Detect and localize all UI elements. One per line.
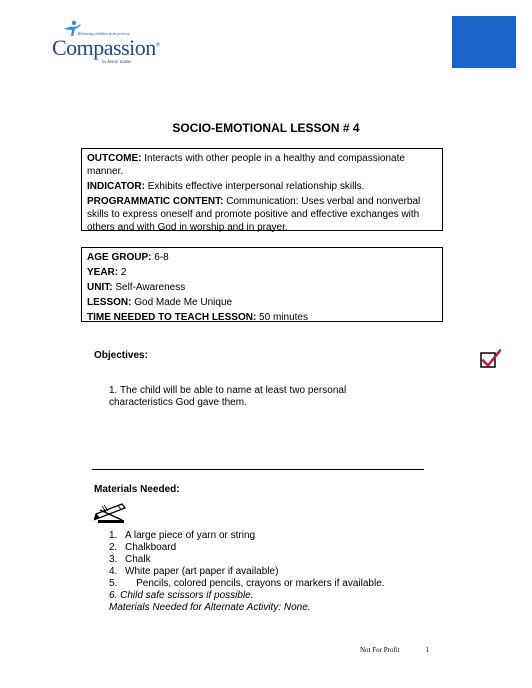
compassion-logo <box>52 20 172 70</box>
objectives-heading: Objectives: <box>94 350 148 361</box>
footer-text: Not For Profit <box>360 646 400 654</box>
list-item: 1. A large piece of yarn or string <box>109 530 256 541</box>
alternate-materials-line: Materials Needed for Alternate Activity: None. <box>109 602 311 613</box>
list-item: 2. Chalkboard <box>109 542 177 553</box>
indicator-line: INDICATOR: Exhibits effective interpersonal relationship skills. <box>87 181 365 192</box>
page-number: 1 <box>425 646 430 654</box>
logo-subline: in Jesus' name <box>102 60 131 65</box>
logo-tagline: Releasing children from poverty <box>78 31 130 36</box>
age-group-line: AGE GROUP: 6-8 <box>87 252 169 263</box>
list-item: 5. Pencils, colored pencils, crayons or markers if available. <box>109 578 385 589</box>
list-item: 3. Chalk <box>109 554 151 565</box>
outcome-line: OUTCOME: Interacts with other people in a healthy and compassionate manner. <box>87 153 405 177</box>
lesson-info-box <box>81 247 443 322</box>
list-item: 6. Child safe scissors if possible. <box>109 590 254 601</box>
page-title: SOCIO-EMOTIONAL LESSON # 4 <box>172 121 360 135</box>
list-item: 4. White paper (art paper if available) <box>109 566 279 577</box>
materials-list <box>109 530 439 614</box>
outcome-box <box>81 148 443 231</box>
blue-square-graphic <box>452 16 516 68</box>
time-needed-line: TIME NEEDED TO TEACH LESSON: 50 minutes <box>87 312 308 323</box>
materials-heading: Materials Needed: <box>94 484 180 495</box>
lesson-line: LESSON: God Made Me Unique <box>87 297 233 308</box>
programmatic-content-line: PROGRAMMATIC CONTENT: Communication: Uses verbal and nonverbal skills to express oneself and promote positive and effective exchanges with others and with God in worship and in prayer. <box>87 196 421 233</box>
unit-line: UNIT: Self-Awareness <box>87 282 186 293</box>
checkbox-check-icon <box>480 347 502 369</box>
objective-item: 1. The child will be able to name at least two personal characteristics God gave them. <box>109 385 347 408</box>
pencil-icon <box>94 500 128 524</box>
year-line: YEAR: 2 <box>87 267 127 278</box>
section-divider <box>92 469 424 470</box>
logo-name: Compassion® <box>52 35 160 60</box>
page-footer <box>360 646 429 654</box>
